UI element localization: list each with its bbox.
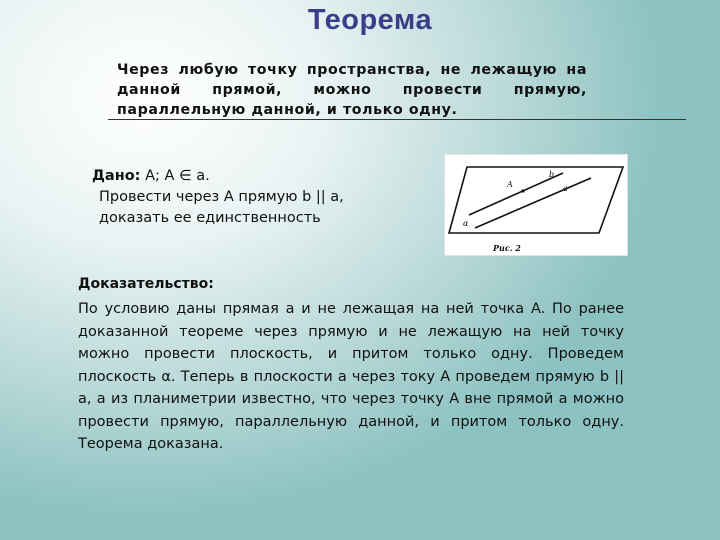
label-a: a bbox=[563, 184, 568, 193]
proof-heading bbox=[78, 276, 214, 292]
line-a bbox=[475, 178, 591, 228]
given-condition: A; A ∈ a. bbox=[140, 168, 210, 184]
given-line bbox=[92, 166, 422, 187]
figure-caption: Рис. 2 bbox=[493, 243, 521, 253]
line-b bbox=[469, 173, 563, 215]
theorem-underline bbox=[108, 119, 686, 120]
theorem-statement: Через любую точку пространства, не лежащую на данной прямой, можно провести прямую, параллельную данной, и только одну. bbox=[117, 62, 587, 118]
given-task-line2: доказать ее единственность bbox=[99, 210, 321, 226]
proof-heading-text: Доказательство bbox=[78, 276, 209, 292]
label-alpha: α bbox=[463, 219, 469, 228]
page-title: Теорема bbox=[307, 4, 433, 36]
plane-diagram-svg bbox=[445, 155, 627, 255]
proof-heading-colon: : bbox=[208, 276, 214, 292]
label-b: b bbox=[549, 170, 555, 179]
plane-alpha-shape bbox=[449, 167, 623, 233]
label-A: A bbox=[507, 180, 513, 189]
given-block bbox=[92, 166, 422, 229]
figure-plane-diagram bbox=[444, 154, 628, 256]
proof-text: По условию даны прямая a и не лежащая на ней точка A. По ранее доказанной теореме через прямую и не лежащую на ней точку можно провести плоскость, и притом только одну. Проведем плоскость α. Теперь в плоскости a через току A проведем прямую b || a, а из планиметрии известно, что через точку A вне прямой a можно провести прямую, параллельную данной, и притом только одну. Теорема доказана. bbox=[78, 301, 624, 452]
point-A bbox=[521, 189, 524, 192]
given-task-line1: Провести через A прямую b || a, bbox=[99, 189, 344, 205]
given-label: Дано: bbox=[92, 168, 141, 184]
